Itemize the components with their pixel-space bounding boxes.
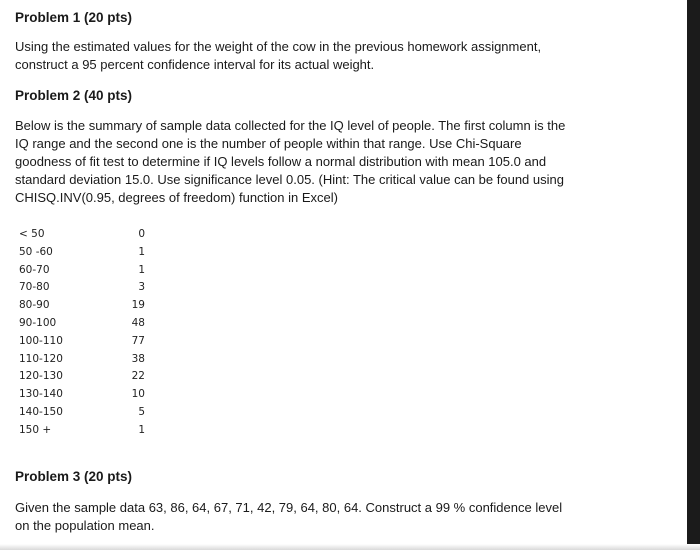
- iq-range-cell: 150 +: [19, 423, 52, 436]
- table-row: [19, 262, 145, 280]
- problem-1-text: [15, 38, 615, 74]
- people-count-cell: 0: [138, 228, 145, 240]
- problem-1-line: construct a 95 percent confidence interval for its actual weight.: [15, 57, 375, 72]
- people-count-cell: 1: [138, 263, 145, 276]
- iq-range-cell: 100-110: [19, 334, 63, 347]
- table-row: [19, 422, 145, 440]
- iq-range-cell: 50 -60: [19, 245, 53, 258]
- problem-2-line: goodness of fit test to determine if IQ levels follow a normal distribution with mean 105.0 and: [15, 154, 547, 169]
- people-count-cell: 19: [131, 299, 145, 312]
- problem-2-text: [15, 117, 615, 207]
- problem-3-heading: Problem 3 (20 pts): [15, 469, 133, 484]
- problem-3-line: Given the sample data 63, 86, 64, 67, 71, 42, 79, 64, 80, 64. Construct a 99 % confidence level: [15, 500, 563, 515]
- people-count-cell: 48: [131, 316, 145, 329]
- problem-3-line: on the population mean.: [15, 518, 155, 533]
- people-count-cell: 1: [138, 245, 145, 258]
- people-count-cell: 22: [131, 370, 145, 383]
- table-row: [19, 404, 145, 422]
- table-row: [19, 315, 145, 333]
- iq-range-cell: 90-100: [19, 316, 57, 329]
- problem-3-text: [15, 499, 615, 535]
- problem-2-line: CHISQ.INV(0.95, degrees of freedom) function in Excel): [15, 190, 338, 205]
- problem-1-heading: Problem 1 (20 pts): [15, 10, 133, 25]
- people-count-cell: 3: [138, 281, 145, 294]
- people-count-cell: 10: [131, 388, 145, 401]
- iq-range-cell: 120-130: [19, 370, 63, 383]
- table-row: [19, 244, 145, 262]
- problem-2-line: Below is the summary of sample data collected for the IQ level of people. The first column is the: [15, 118, 566, 133]
- table-row: [19, 279, 145, 297]
- table-row: [19, 297, 145, 315]
- iq-range-cell: 130-140: [19, 388, 63, 401]
- page-bottom-shadow: [0, 544, 700, 550]
- table-row: [19, 351, 145, 369]
- iq-range-cell: 110-120: [19, 352, 63, 365]
- table-row: [19, 368, 145, 386]
- table-row: [19, 386, 145, 404]
- iq-range-cell: < 50: [19, 228, 45, 240]
- page-edge-border: [687, 0, 700, 550]
- problem-2-line: IQ range and the second one is the number of people within that range. Use Chi-Square: [15, 136, 522, 151]
- people-count-cell: 38: [131, 352, 145, 365]
- people-count-cell: 1: [138, 423, 145, 436]
- problem-1-line: Using the estimated values for the weight of the cow in the previous homework assignment,: [15, 39, 542, 54]
- table-row: [19, 333, 145, 351]
- iq-range-cell: 70-80: [19, 281, 50, 294]
- iq-range-cell: 140-150: [19, 405, 63, 418]
- problem-2-heading: Problem 2 (40 pts): [15, 88, 133, 103]
- problem-2-line: standard deviation 15.0. Use significance level 0.05. (Hint: The critical value can be found using: [15, 172, 564, 187]
- people-count-cell: 5: [138, 405, 145, 418]
- iq-range-cell: 60-70: [19, 263, 50, 276]
- people-count-cell: 77: [131, 334, 145, 347]
- iq-range-cell: 80-90: [19, 299, 50, 312]
- table-row: [19, 226, 145, 244]
- iq-frequency-table: [19, 226, 145, 440]
